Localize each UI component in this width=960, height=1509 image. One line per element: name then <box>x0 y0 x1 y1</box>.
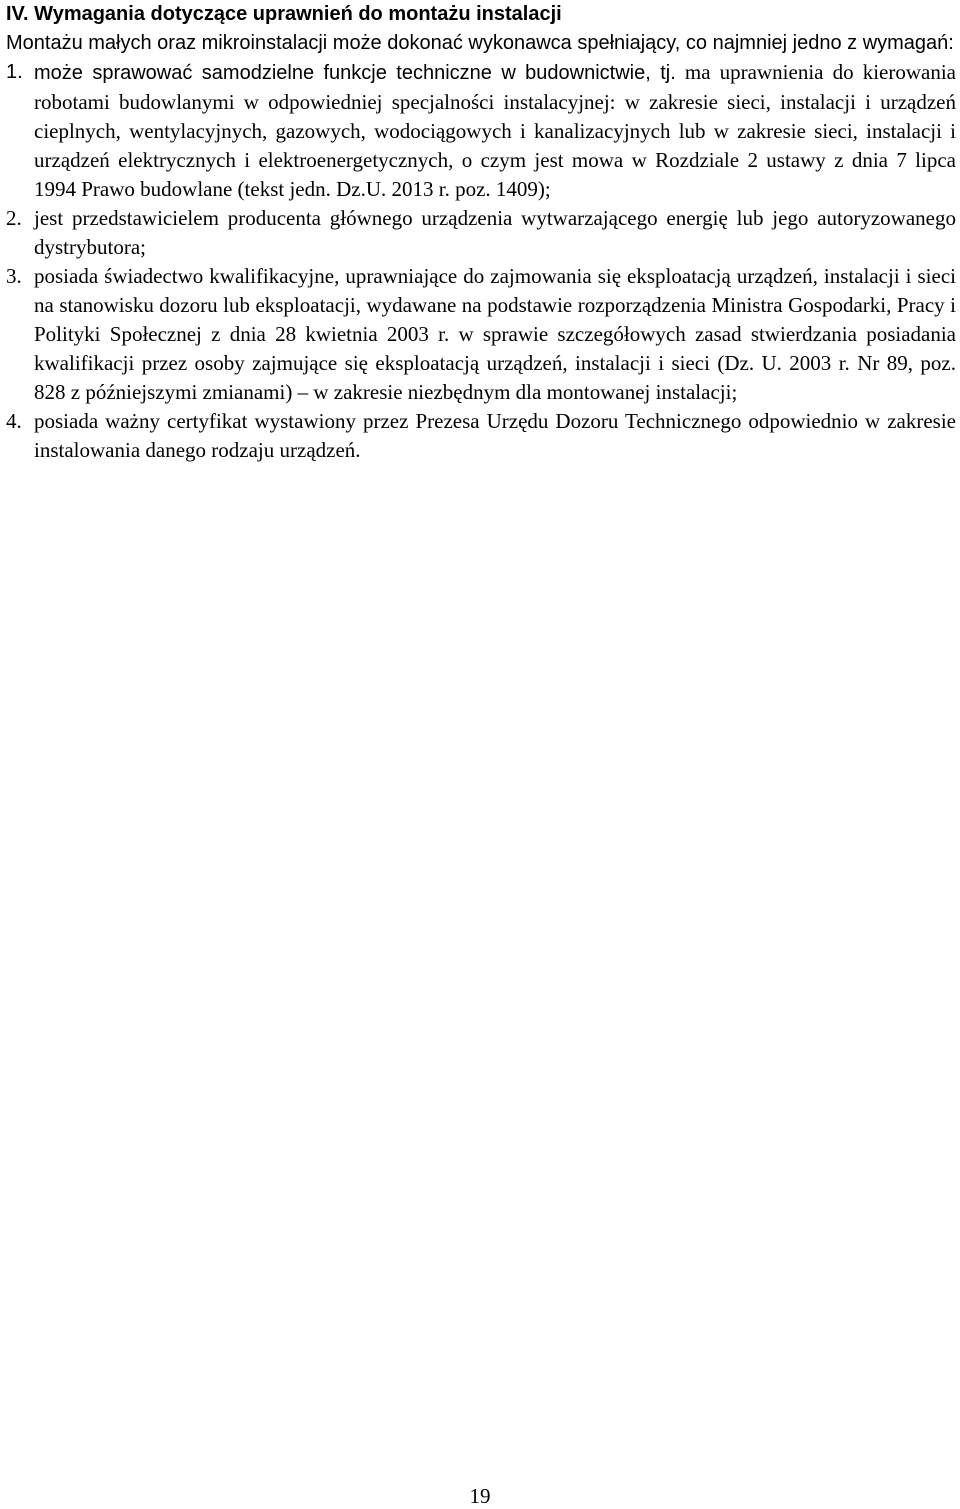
requirement-item-4 <box>6 407 956 465</box>
document-page <box>6 0 956 465</box>
requirement-item-1 <box>6 58 956 204</box>
requirement-number: 2. <box>6 206 22 230</box>
requirements-list <box>6 58 956 465</box>
section-heading: IV. Wymagania dotyczące uprawnień do montażu instalacji <box>6 3 562 25</box>
requirement-number: 3. <box>6 264 22 288</box>
requirement-text: posiada ważny certyfikat wystawiony przez Prezesa Urzędu Dozoru Technicznego odpowiednio w zakresie instalowania danego rodzaju urządzeń. <box>34 409 956 462</box>
requirement-item-2 <box>6 204 956 262</box>
requirement-lead: może sprawować samodzielne funkcje techniczne w budownictwie, tj. <box>34 62 676 84</box>
page-number: 19 <box>469 1484 491 1508</box>
requirement-number: 4. <box>6 409 22 433</box>
requirement-number: 1. <box>6 61 23 83</box>
requirement-text: jest przedstawicielem producenta głównego urządzenia wytwarzającego energię lub jego autoryzowanego dystrybutora; <box>34 206 956 259</box>
requirement-text: posiada świadectwo kwalifikacyjne, uprawniające do zajmowania się eksploatacją urządzeń, instalacji i sieci na stanowisku dozoru lub eksploatacji, wydawane na podstawie rozporządzenia Ministra Gospodarki, Pracy i Polityki Społecznej z dnia 28 kwietnia 2003 r. w sprawie szczegółowych zasad stwierdzania posiadania kwalifikacji przez osoby zajmujące się eksploatacją urządzeń, instalacji i sieci (Dz. U. 2003 r. Nr 89, poz. 828 z późniejszymi zmianami) – w zakresie niezbędnym dla montowanej instalacji; <box>34 264 956 404</box>
requirement-item-3 <box>6 262 956 407</box>
requirement-text: ma uprawnienia do kierowania robotami budowlanymi w odpowiedniej specjalności instalacyjnej: w zakresie sieci, instalacji i urządzeń cieplnych, wentylacyjnych, gazowych, wodociągowych i kanalizacyjnych lub w zakresie sieci, instalacji i urządzeń elektrycznych i elektroenergetycznych, o czym jest mowa w Rozdziale 2 ustawy z dnia 7 lipca 1994 Prawo budowlane (tekst jedn. Dz.U. 2013 r. poz. 1409); <box>34 60 956 201</box>
section-intro: Montażu małych oraz mikroinstalacji może dokonać wykonawca spełniający, co najmniej jedno z wymagań: <box>6 32 954 54</box>
